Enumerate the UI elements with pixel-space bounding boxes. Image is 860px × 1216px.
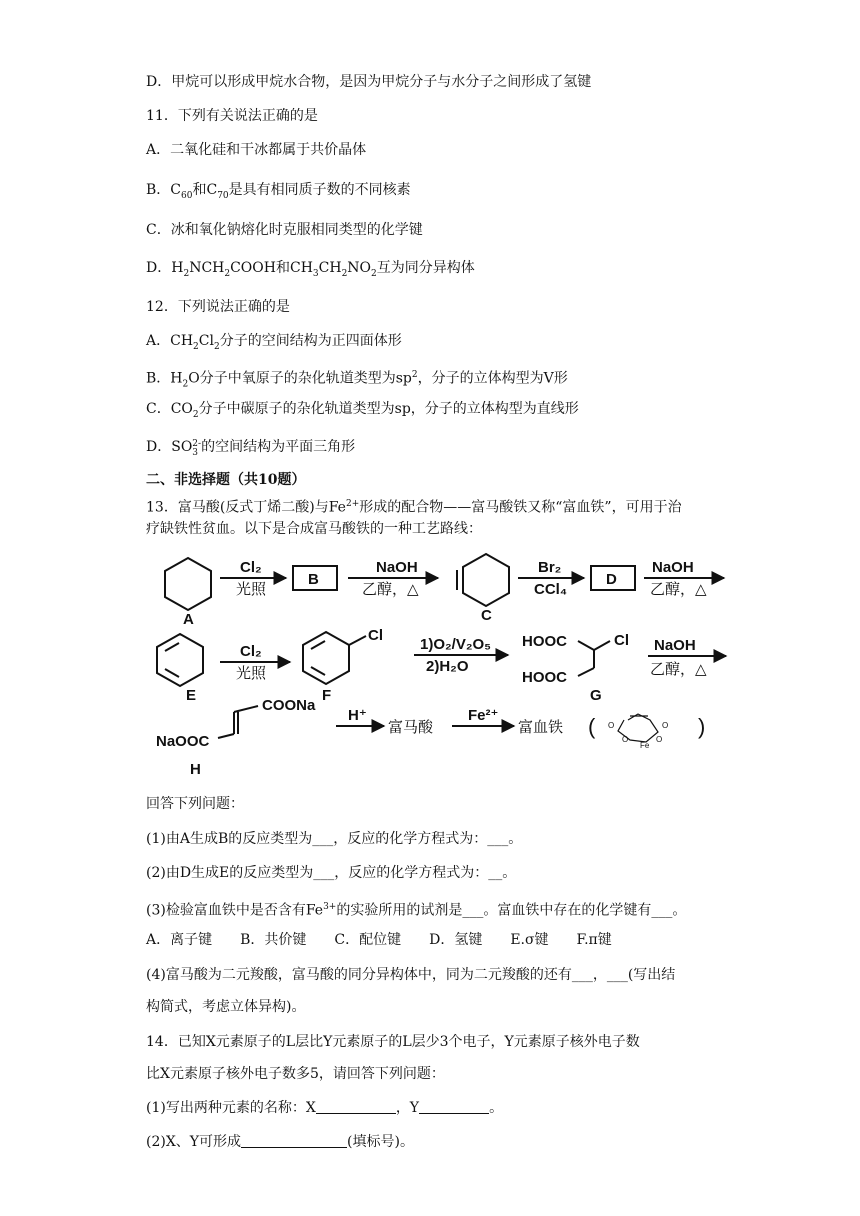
product-fuxuetie: 富血铁 <box>518 719 564 736</box>
ring-f-double-1 <box>311 641 325 649</box>
formula: NCH <box>189 260 225 276</box>
q11-option-d <box>146 258 475 284</box>
superscript: 2 <box>411 370 418 380</box>
formula: NO <box>347 260 372 276</box>
paren-left: ( <box>588 714 596 739</box>
bond-f-cl <box>349 636 366 645</box>
opt-prefix: B． <box>146 182 171 198</box>
reagent-naoh-3: NaOH <box>654 637 696 654</box>
group-coona: COONa <box>262 697 316 714</box>
q12-option-c <box>146 399 579 425</box>
bond-g-2 <box>594 641 610 650</box>
cond-light: 光照 <box>236 581 267 598</box>
label-g: G <box>590 687 602 704</box>
subscript: 2 <box>371 268 377 279</box>
opt-prefix: D． <box>146 260 172 276</box>
q14-stem-line2: 比X元素原子核外电子数多5，请回答下列问题： <box>146 1066 445 1082</box>
reagent-h2o: 2)H₂O <box>426 658 469 675</box>
q12-option-b <box>146 365 568 394</box>
subscript: 3 <box>312 268 319 279</box>
q14-part-2 <box>146 1132 414 1152</box>
cond-ethanol-3: 乙醇，△ <box>650 661 707 678</box>
complex-o-2: O <box>662 721 669 730</box>
group-hooc-2: HOOC <box>522 669 567 686</box>
label-f: F <box>322 687 332 704</box>
text: 13．富马酸(反式丁烯二酸)与Fe <box>146 499 346 516</box>
q13-part-4-line2: 构简式，考虑立体异构)。 <box>146 999 306 1015</box>
text: 分子的空间结构为正四面体形 <box>219 333 402 349</box>
ring-c <box>463 554 509 606</box>
complex-o-3: O <box>622 735 629 744</box>
subscript: 3 <box>192 448 199 458</box>
text: 的实验所用的试剂是___。富血铁中存在的化学键有___。 <box>336 902 687 919</box>
subscript: 2 <box>224 268 231 279</box>
text: 和 <box>192 182 207 198</box>
text: 形成的配合物——富马酸铁又称“富血铁”，可用于治 <box>359 499 682 516</box>
reagent-naoh: NaOH <box>376 559 418 576</box>
formula: H <box>171 260 184 276</box>
text: (2)X、Y可形成 <box>146 1134 242 1150</box>
formula: C <box>206 182 218 198</box>
section-title: 二、非选择题（共10题） <box>146 472 306 488</box>
text: 分子中碳原子的杂化轨道类型为sp，分子的立体构型为直线形 <box>198 401 579 417</box>
text: 是具有相同质子数的不同核素 <box>228 182 411 198</box>
text: 互为同分异构体 <box>376 260 475 276</box>
subscript: 2 <box>193 341 199 352</box>
complex-fe: Fe <box>640 741 650 750</box>
ring-f-double-2 <box>311 667 325 675</box>
q13-part-3-options: A．离子键 B．共价键 C．配位键 D．氢键 E.σ键 F.π键 <box>146 932 612 948</box>
text: D．SO <box>146 439 193 455</box>
cond-ccl4: CCl₄ <box>534 581 567 598</box>
ring-f <box>303 632 349 684</box>
subscript: 60 <box>181 190 193 201</box>
text: 。 <box>489 1100 504 1116</box>
text: ，分子的立体构型为V形 <box>417 370 568 387</box>
subscript: 2 <box>341 268 348 279</box>
group-hooc-1: HOOC <box>522 633 567 650</box>
text: O分子中氧原子的杂化轨道类型为sp <box>188 370 412 387</box>
q12-stem: 12．下列说法正确的是 <box>146 299 290 315</box>
formula: CH <box>318 260 342 276</box>
label-e: E <box>186 687 197 704</box>
label-h: H <box>190 761 201 778</box>
text: 的空间结构为平面三角形 <box>201 439 356 455</box>
q10-option-d: D．甲烷可以形成甲烷水合物，是因为甲烷分子与水分子之间形成了氢键 <box>146 74 592 90</box>
bond-h-4 <box>218 734 234 738</box>
formula: COOH <box>230 260 276 276</box>
complex-o-1: O <box>608 721 615 730</box>
q13-answer-prompt: 回答下列问题： <box>146 796 244 812</box>
q12-option-a <box>146 331 402 357</box>
reagent-fe2: Fe²⁺ <box>468 707 499 724</box>
subscript: 2 <box>213 341 220 352</box>
cond-ethanol-2: 乙醇，△ <box>650 581 707 598</box>
formula: C <box>170 182 182 198</box>
atom-cl-f: Cl <box>368 627 383 644</box>
reagent-cl2-2: Cl₂ <box>240 643 262 660</box>
ring-e-double-1 <box>165 643 179 651</box>
reagent-hplus: H⁺ <box>348 707 367 724</box>
subscript: 70 <box>217 190 229 201</box>
cond-light-2: 光照 <box>236 665 267 682</box>
q12-option-d <box>146 437 355 458</box>
bond-h-1 <box>234 706 258 712</box>
q13-part-4-line1: (4)富马酸为二元羧酸，富马酸的同分异构体中，同为二元羧酸的还有___，___(写出结 <box>146 967 676 983</box>
text: C．CO <box>146 401 193 417</box>
text: (3)检验富血铁中是否含有Fe <box>146 902 324 919</box>
paren-right: ) <box>698 714 706 739</box>
ring-a <box>165 558 211 610</box>
superscript: 2- <box>192 439 202 449</box>
q11-stem: 11．下列有关说法正确的是 <box>146 108 318 124</box>
product-fumaric: 富马酸 <box>388 719 434 736</box>
reagent-naoh-2: NaOH <box>652 559 694 576</box>
q14-part-1 <box>146 1098 503 1118</box>
label-b: B <box>308 571 319 588</box>
text: A．CH <box>146 333 194 349</box>
text: 和 <box>275 260 290 276</box>
group-naooc: NaOOC <box>156 733 210 750</box>
formula: CH <box>289 260 313 276</box>
answer-blank-x[interactable] <box>316 1099 396 1114</box>
bond-g-1 <box>578 641 594 650</box>
q11-option-b <box>146 180 411 206</box>
text: B．H <box>146 370 183 387</box>
bond-g-4 <box>578 668 594 676</box>
complex-o-4: O <box>656 735 663 744</box>
subscript: 2 <box>182 379 189 390</box>
reagent-cl2: Cl₂ <box>240 559 262 576</box>
text: ，Y <box>395 1100 420 1116</box>
label-a: A <box>183 611 194 628</box>
label-d: D <box>606 571 617 588</box>
answer-blank-type[interactable] <box>241 1133 347 1148</box>
reagent-o2: 1)O₂/V₂O₅ <box>420 636 492 653</box>
q13-part-3 <box>146 897 686 921</box>
cond-ethanol: 乙醇，△ <box>362 581 419 598</box>
label-c: C <box>481 607 492 624</box>
q13-stem-line2: 疗缺铁性贫血。以下是合成富马酸铁的一种工艺路线： <box>146 521 482 537</box>
q13-part-1: (1)由A生成B的反应类型为___，反应的化学方程式为：___。 <box>146 831 523 847</box>
ring-e <box>157 634 203 686</box>
reagent-br2: Br₂ <box>538 559 562 576</box>
superscript: 2+ <box>345 499 360 509</box>
q11-option-a: A．二氧化硅和干冰都属于共价晶体 <box>146 142 367 158</box>
synthesis-scheme <box>150 548 740 780</box>
subscript: 2 <box>192 409 199 420</box>
q13-part-2: (2)由D生成E的反应类型为___，反应的化学方程式为：__。 <box>146 865 517 881</box>
text: Cl <box>198 333 214 349</box>
answer-blank-y[interactable] <box>419 1099 489 1114</box>
ring-e-double-2 <box>165 669 179 677</box>
atom-cl-g: Cl <box>614 632 629 649</box>
text: (填标号)。 <box>347 1134 414 1150</box>
q14-stem-line1: 14．已知X元素原子的L层比Y元素原子的L层少3个电子，Y元素原子核外电子数 <box>146 1034 640 1050</box>
subscript: 2 <box>183 268 190 279</box>
q11-option-c: C．冰和氧化钠熔化时克服相同类型的化学键 <box>146 222 423 238</box>
q13-stem-line1 <box>146 494 682 518</box>
text: (1)写出两种元素的名称：X <box>146 1100 316 1116</box>
superscript: 3+ <box>323 902 337 912</box>
